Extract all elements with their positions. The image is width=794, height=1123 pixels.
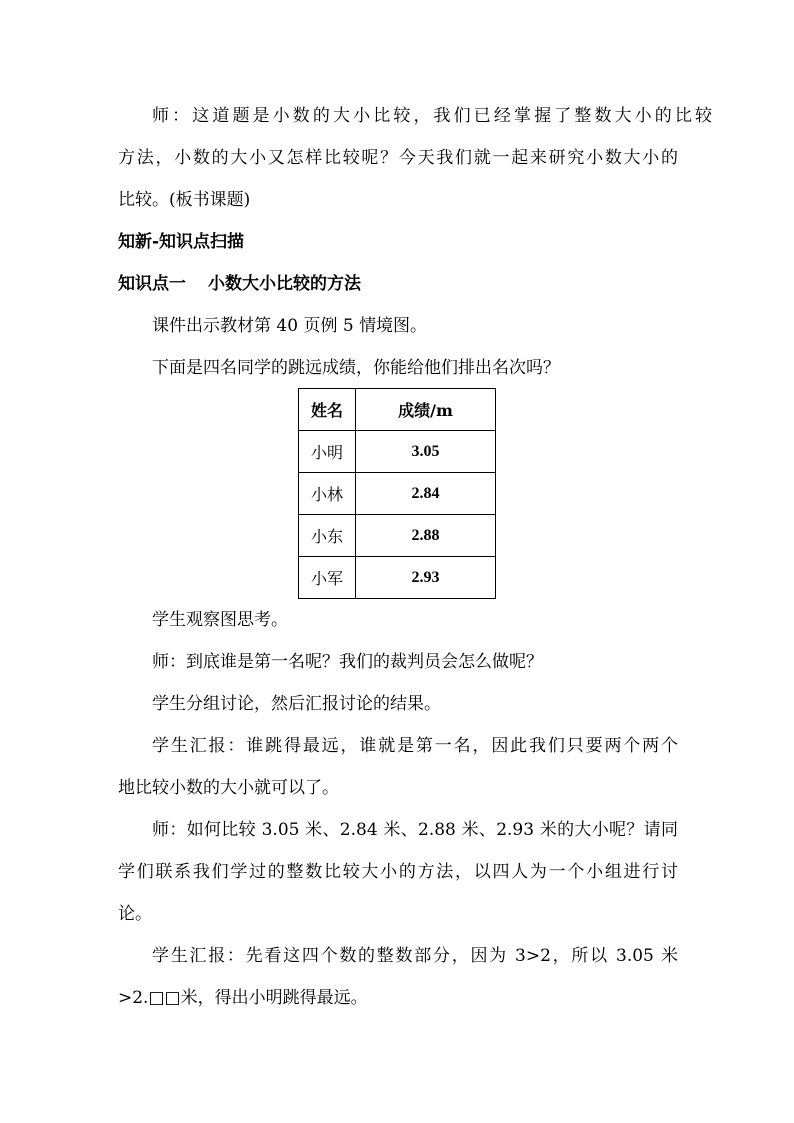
student-name: 小东 <box>299 515 356 557</box>
paragraph-line: 论。 <box>118 904 152 924</box>
student-score: 2.84 <box>356 473 496 515</box>
paragraph-line: 课件出示教材第 40 页例 5 情境图。 <box>152 316 428 336</box>
paragraph-line: 学生汇报：先看这四个数的整数部分，因为 3>2，所以 3.05 米 <box>152 946 678 966</box>
table-header-row <box>299 389 496 431</box>
paragraph-line: 学们联系我们学过的整数比较大小的方法，以四人为一个小组进行讨 <box>118 862 678 882</box>
student-name: 小军 <box>299 557 356 599</box>
subsection-title: 小数大小比较的方法 <box>208 274 361 294</box>
student-score: 2.93 <box>356 557 496 599</box>
student-score: 2.88 <box>356 515 496 557</box>
section-heading: 知新-知识点扫描 <box>118 232 245 252</box>
paragraph-line: 学生汇报：谁跳得最远，谁就是第一名，因此我们只要两个两个 <box>152 736 678 756</box>
paragraph-line: 学生分组讨论，然后汇报讨论的结果。 <box>152 694 441 714</box>
paragraph-line: 下面是四名同学的跳远成绩，你能给他们排出名次吗？ <box>152 358 560 378</box>
table-row <box>299 473 496 515</box>
paragraph-line: 学生观察图思考。 <box>152 610 288 630</box>
student-score: 3.05 <box>356 431 496 473</box>
paragraph-line: 比较。(板书课题) <box>118 190 251 210</box>
paragraph-line: 师：这道题是小数的大小比较，我们已经掌握了整数大小的比较 <box>152 106 712 126</box>
table-row <box>299 431 496 473</box>
subsection-number: 知识点一 <box>118 274 186 294</box>
table-row <box>299 515 496 557</box>
student-name: 小林 <box>299 473 356 515</box>
score-table <box>298 388 496 599</box>
paragraph-line: 师：到底谁是第一名呢？我们的裁判员会怎么做呢？ <box>152 652 543 672</box>
paragraph-line: 地比较小数的大小就可以了。 <box>118 778 339 798</box>
paragraph-line: >2.□□米，得出小明跳得最远。 <box>118 988 368 1008</box>
header-score: 成绩/m <box>356 389 496 431</box>
student-name: 小明 <box>299 431 356 473</box>
table-row <box>299 557 496 599</box>
paragraph-line: 师：如何比较 3.05 米、2.84 米、2.88 米、2.93 米的大小呢？请同 <box>152 820 678 840</box>
subsection-heading <box>118 272 678 296</box>
header-name: 姓名 <box>299 389 356 431</box>
paragraph-line: 方法，小数的大小又怎样比较呢？今天我们就一起来研究小数大小的 <box>118 148 678 168</box>
